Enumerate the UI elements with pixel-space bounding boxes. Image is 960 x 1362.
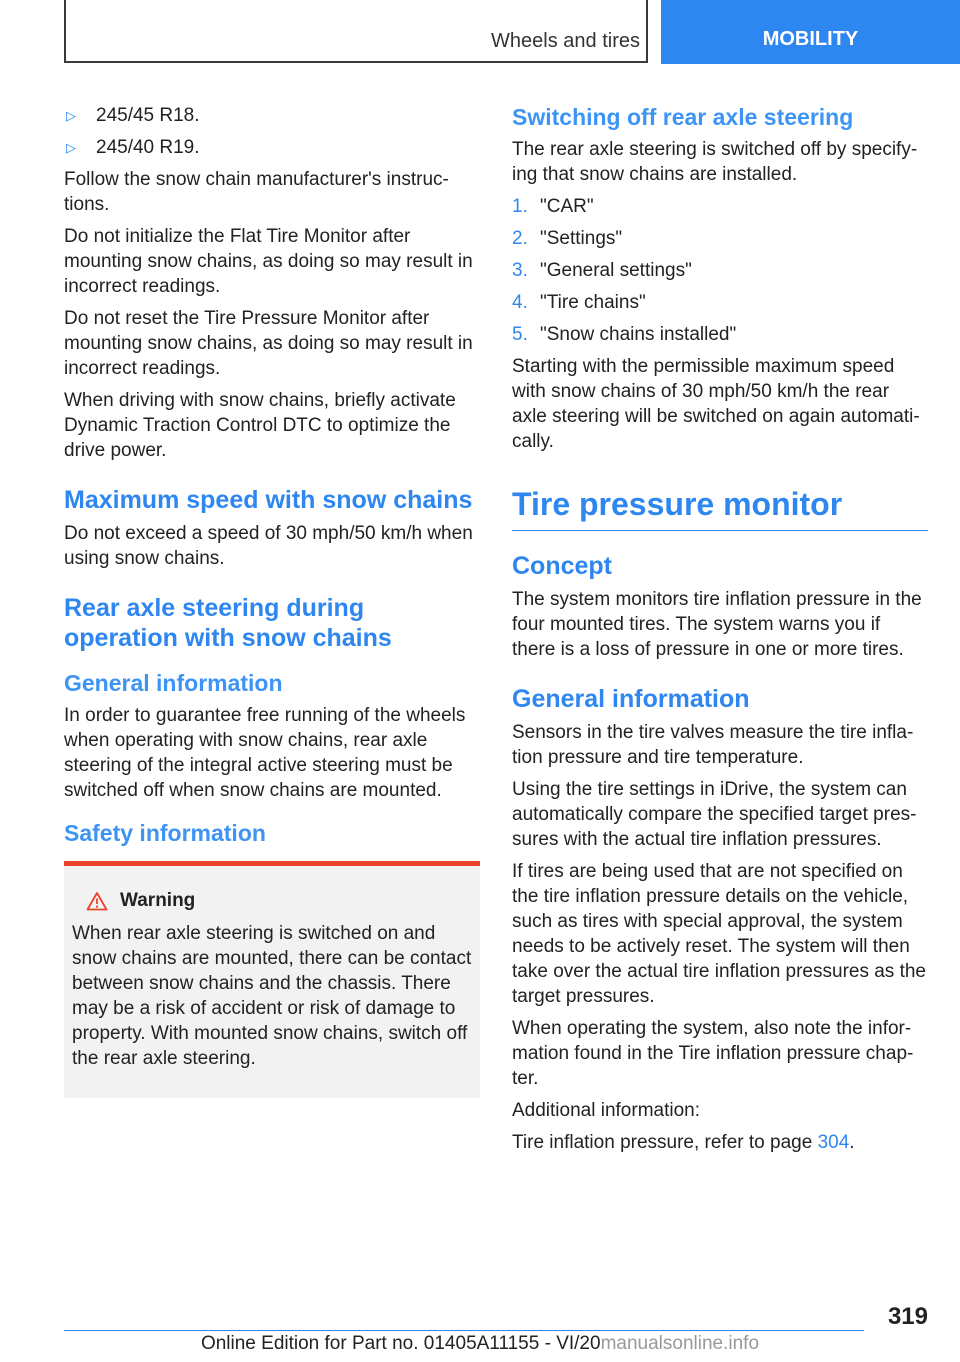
footer-divider xyxy=(64,1330,864,1331)
list-item xyxy=(512,290,928,315)
paragraph: Additional information: xyxy=(512,1100,700,1121)
general-info-heading: General information xyxy=(64,670,283,696)
reference-paragraph xyxy=(512,1130,928,1155)
warning-triangle-icon xyxy=(86,891,108,911)
paragraph: If tires are being used that are not specified on the tire inflation pressure details on the vehicle, such as tires with special approval, the system needs to be actively reset. The system will then take over the actual tire inflation pressures as the target pressures. xyxy=(512,861,927,1007)
paragraph: The system monitors tire inflation pressure in the four mounted tires. The system warns you if there is a loss of pressure in one or more tires. xyxy=(512,589,922,660)
paragraph: When operating the system, also note the infor-mation found in the Tire inflation pressure chap-ter. xyxy=(512,1018,914,1089)
paragraph: Do not exceed a speed of 30 mph/50 km/h when using snow chains. xyxy=(64,523,473,569)
reference-end: . xyxy=(849,1132,855,1153)
paragraph: When driving with snow chains, briefly activate Dynamic Traction Control DTC to optimize the drive power. xyxy=(64,390,456,461)
warning-title: Warning xyxy=(120,890,196,911)
step-number: 3. xyxy=(512,260,528,281)
list-item xyxy=(64,103,480,128)
rear-axle-heading: Rear axle steering during operation with snow chains xyxy=(64,594,392,652)
list-item xyxy=(512,258,928,283)
reference-text: Tire inflation pressure, refer to page xyxy=(512,1132,818,1153)
step-text: "Snow chains installed" xyxy=(540,324,737,345)
triangle-right-icon: ▷ xyxy=(66,140,76,155)
warning-header xyxy=(72,888,472,913)
step-text: "Tire chains" xyxy=(540,292,646,313)
list-item xyxy=(64,135,480,160)
page-link[interactable]: 304 xyxy=(817,1132,850,1153)
warning-text: When rear axle steering is switched on and snow chains are mounted, there can be contact between snow chains and the chassis. There may be a risk of accident or risk of damage to property. With mounted snow chains, switch off the rear axle steering. xyxy=(72,923,472,1069)
triangle-right-icon: ▷ xyxy=(66,108,76,123)
footer xyxy=(0,1333,960,1355)
paragraph: Sensors in the tire valves measure the tire infla-tion pressure and tire temperature. xyxy=(512,722,914,768)
general-info-heading: General information xyxy=(512,685,750,713)
step-text: "General settings" xyxy=(540,260,692,281)
step-number: 4. xyxy=(512,292,528,313)
step-number: 5. xyxy=(512,324,528,345)
list-item-text: 245/40 R19. xyxy=(96,137,200,158)
concept-heading: Concept xyxy=(512,552,612,580)
list-item xyxy=(512,226,928,251)
step-text: "CAR" xyxy=(540,196,594,217)
step-text: "Settings" xyxy=(540,228,623,249)
list-item-text: 245/45 R18. xyxy=(96,105,200,126)
paragraph: Do not reset the Tire Pressure Monitor after mounting snow chains, as doing so may result in incorrect readings. xyxy=(64,308,473,379)
paragraph: Follow the snow chain manufacturer's instruc-tions. xyxy=(64,169,449,215)
warning-box xyxy=(64,861,480,1098)
tire-pressure-monitor-heading: Tire pressure monitor xyxy=(512,484,928,531)
paragraph: Using the tire settings in iDrive, the system can automatically compare the specified target pres-sures with the actual tire inflation pressures. xyxy=(512,779,917,850)
step-number: 1. xyxy=(512,196,528,217)
step-number: 2. xyxy=(512,228,528,249)
footer-watermark: manualsonline.info xyxy=(600,1333,760,1354)
list-item xyxy=(512,194,928,219)
page-number: 319 xyxy=(887,1303,928,1330)
paragraph: Starting with the permissible maximum speed with snow chains of 30 mph/50 km/h the rear axle steering will be switched on again automati-cally. xyxy=(512,356,920,452)
paragraph: The rear axle steering is switched off by specify-ing that snow chains are installed. xyxy=(512,139,918,185)
chapter-label: MOBILITY xyxy=(762,27,859,50)
list-item xyxy=(512,322,928,347)
max-speed-heading: Maximum speed with snow chains xyxy=(64,486,473,514)
header-chapter-tab[interactable] xyxy=(661,0,960,64)
footer-edition: Online Edition for Part no. 01405A11155 - VI/20 xyxy=(200,1333,601,1354)
header-section-title: Wheels and tires xyxy=(491,30,640,52)
safety-info-heading: Safety information xyxy=(64,820,266,846)
paragraph: In order to guarantee free running of the wheels when operating with snow chains, rear axle steering of the integral active steering must be switched off when snow chains are mounted. xyxy=(64,705,466,801)
paragraph: Do not initialize the Flat Tire Monitor after mounting snow chains, as doing so may result in incorrect readings. xyxy=(64,226,473,297)
right-column xyxy=(512,103,928,1162)
switching-off-heading: Switching off rear axle steering xyxy=(512,104,854,130)
left-column xyxy=(64,103,480,1098)
